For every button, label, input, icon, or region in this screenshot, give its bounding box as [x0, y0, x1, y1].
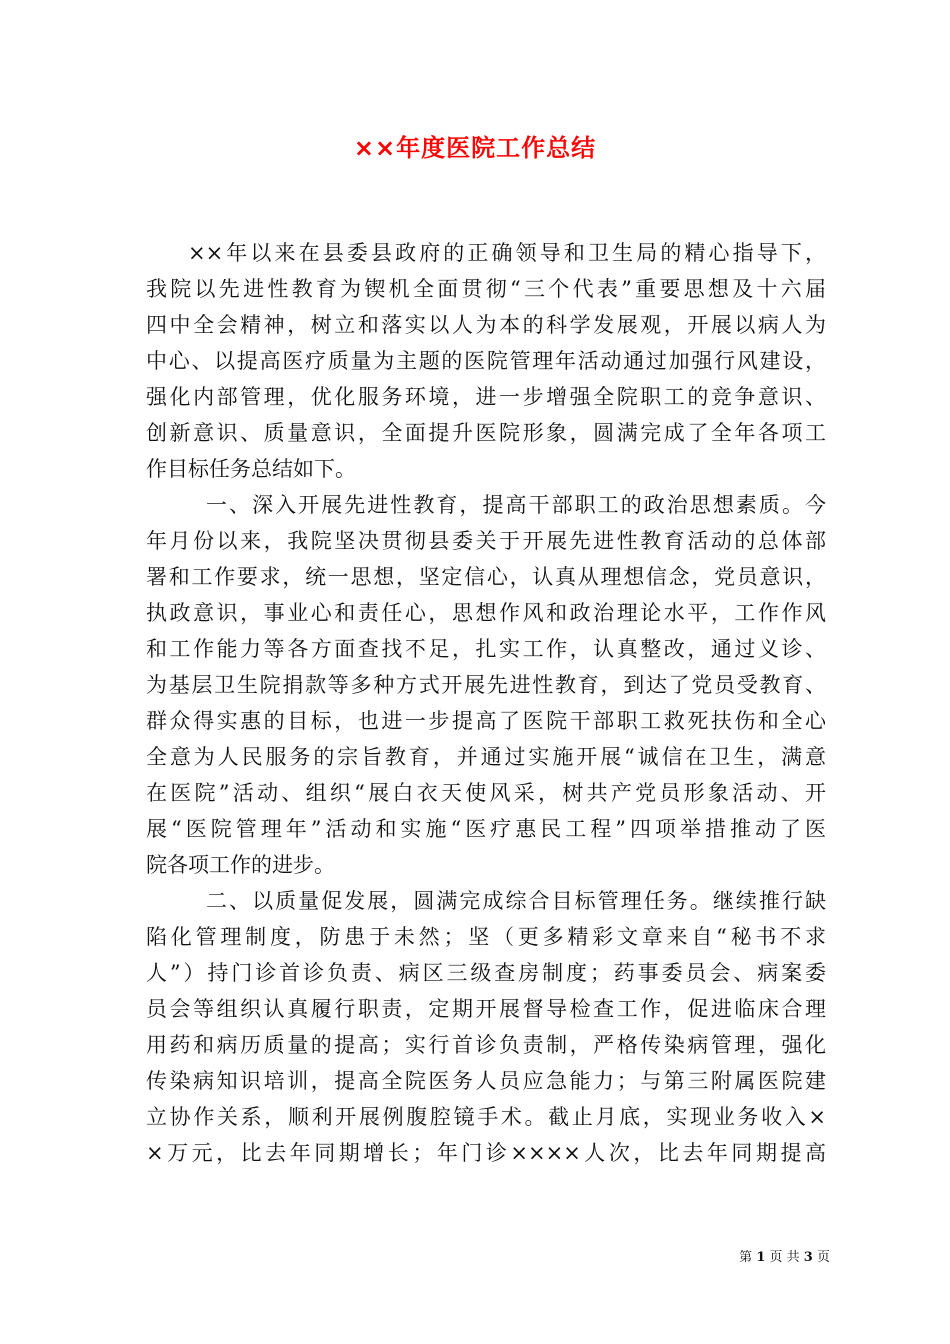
text-line: 群众得实惠的目标，也进一步提高了医院干部职工救死扶伤和全心 [146, 709, 826, 733]
footer-suffix: 页 [816, 1250, 830, 1265]
text-line: 院各项工作的进步。 [146, 853, 335, 877]
text-line: 执政意识，事业心和责任心，思想作风和政治理论水平，工作作风 [146, 601, 826, 625]
text-line: 员会等组织认真履行职责，定期开展督导检查工作，促进临床合理 [146, 997, 826, 1021]
document-body [146, 235, 826, 1171]
text-line: 立协作关系，顺利开展例腹腔镜手术。截止月底，实现业务收入× [146, 1105, 826, 1129]
text-line: ××年以来在县委县政府的正确领导和卫生局的精心指导下， [188, 241, 826, 265]
text-line: 传染病知识培训，提高全院医务人员应急能力；与第三附属医院建 [146, 1069, 826, 1093]
text-line: 为基层卫生院捐款等多种方式开展先进性教育，到达了党员受教育、 [146, 673, 826, 697]
text-line: 和工作能力等各方面查找不足，扎实工作，认真整改，通过义诊、 [146, 637, 826, 661]
text-line: 强化内部管理，优化服务环境，进一步增强全院职工的竞争意识、 [146, 385, 826, 409]
text-line: 作目标任务总结如下。 [146, 457, 356, 481]
text-line: 用药和病历质量的提高；实行首诊负责制，严格传染病管理，强化 [146, 1033, 826, 1057]
text-line: 我院以先进性教育为锲机全面贯彻“三个代表”重要思想及十六届 [146, 277, 826, 301]
text-line: 人”）持门诊首诊负责、病区三级查房制度；药事委员会、病案委 [146, 961, 826, 985]
current-page-number: 1 [756, 1250, 766, 1265]
text-line: 署和工作要求，统一思想，坚定信心，认真从理想信念，党员意识， [146, 565, 826, 589]
page-footer [700, 1246, 830, 1265]
text-line: ×万元，比去年同期增长；年门诊××××人次，比去年同期提高 [146, 1141, 826, 1165]
text-line: 在医院”活动、组织“展白衣天使风采，树共产党员形象活动、开 [146, 781, 826, 805]
text-line: 陷化管理制度，防患于未然；坚（更多精彩文章来自“秘书不求 [146, 925, 826, 949]
text-line: 年月份以来，我院坚决贯彻县委关于开展先进性教育活动的总体部 [146, 529, 826, 553]
footer-middle: 页 共 [769, 1250, 800, 1265]
total-page-count: 3 [803, 1250, 813, 1265]
text-line: 一、深入开展先进性教育，提高干部职工的政治思想素质。今 [206, 493, 826, 517]
text-line: 中心、以提高医疗质量为主题的医院管理年活动通过加强行风建设， [146, 349, 826, 373]
text-line: 全意为人民服务的宗旨教育，并通过实施开展“诚信在卫生，满意 [146, 745, 826, 769]
text-line: 创新意识、质量意识，全面提升医院形象，圆满完成了全年各项工 [146, 421, 826, 445]
document-title: ××年度医院工作总结 [353, 134, 597, 162]
text-line: 二、以质量促发展，圆满完成综合目标管理任务。继续推行缺 [206, 889, 826, 913]
text-line: 四中全会精神，树立和落实以人为本的科学发展观，开展以病人为 [146, 313, 826, 337]
footer-prefix: 第 [739, 1250, 753, 1265]
text-line: 展“医院管理年”活动和实施“医疗惠民工程”四项举措推动了医 [146, 817, 826, 841]
